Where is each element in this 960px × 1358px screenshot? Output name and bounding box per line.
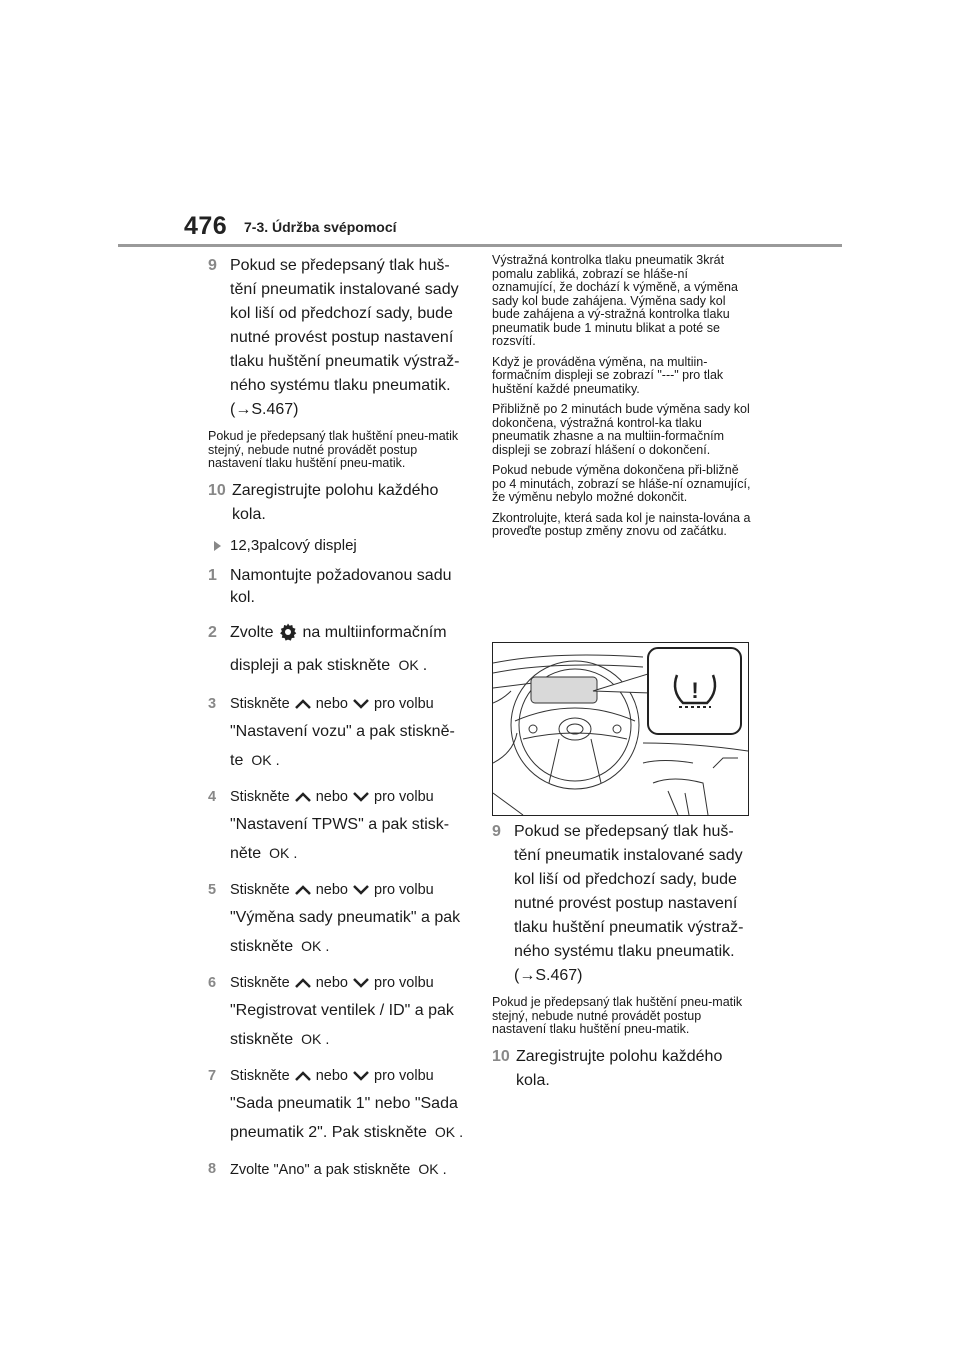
right-step-10: 10 Zaregistrujte polohu každého kola. xyxy=(492,1047,723,1089)
paragraph-5: Zkontrolujte, která sada kol je nainsta-lována a proveďte postup změny znovu od začátku. xyxy=(492,510,751,538)
triangle-bullet-icon xyxy=(214,541,221,551)
substep-8: 8 Zvolte "Ano" a pak stiskněte OK . xyxy=(208,1160,447,1178)
substep-3: 3 Stiskněte nebo pro volbu "Nastavení vozu" a pak stiskně- te OK . xyxy=(208,695,455,769)
substep-5: 5 Stiskněte nebo pro volbu "Výměna sady pneumatik" a pak stiskněte OK . xyxy=(208,881,461,955)
paragraph-2: Když je prováděna výměna, na multiin-formačním displeji se zobrazí "---" pro tlak huštění každé pneumatiky. xyxy=(492,354,724,396)
paragraph-1: Výstražná kontrolka tlaku pneumatik 3krát pomalu zabliká, zobrazí se hláše-ní oznamující, že dochází k výměně, a výměna sady kol bude zahájena. Výměna sady kol bude zahájena a vý-stražná kontrolka tlaku pneumatik bude 1 minutu blikat a poté se rozsvítí. xyxy=(492,253,738,348)
section-title: 7-3. Údržba svépomocí xyxy=(244,219,397,235)
header-rule xyxy=(118,244,842,247)
chevron-up-icon xyxy=(294,977,312,989)
substep-6: 6 Stiskněte nebo pro volbu "Registrovat ventilek / ID" a pak stiskněte OK . xyxy=(208,974,454,1048)
right-step-9: 9 Pokud se předepsaný tlak huš-tění pneumatik instalované sady kol liší od předchozí sady, bude nutné provést postup nastavení tlaku huštění pneumatik výstraž-ného systému tlaku pneumatik. (→S.467) xyxy=(492,823,744,984)
note-9: Pokud je předepsaný tlak huštění pneu-matik stejný, nebude nutné provádět postup nastavení tlaku huštění pneu-matik. xyxy=(208,429,459,470)
paragraph-3: Přibližně po 2 minutách bude výměna sady kol dokončena, výstražná kontrol-ka tlaku pneumatik zhasne a na multiin-formačním displeji se zobrazí hlášení o dokončení. xyxy=(492,402,750,457)
chevron-up-icon xyxy=(294,698,312,710)
chevron-up-icon xyxy=(294,791,312,803)
chevron-down-icon xyxy=(352,1070,370,1082)
right-column xyxy=(492,254,754,546)
gear-icon xyxy=(278,622,298,642)
chevron-down-icon xyxy=(352,791,370,803)
chevron-up-icon xyxy=(294,1070,312,1082)
dashboard-drawing xyxy=(493,643,748,815)
chevron-down-icon xyxy=(352,884,370,896)
paragraph-4: Pokud nebude výměna dokončena při-bližně po 4 minutách, zobrazí se hláše-ní oznamující, že výměnu nebylo možné dokončit. xyxy=(492,463,751,504)
page-number: 476 xyxy=(184,212,228,240)
step-10: 10 Zaregistrujte polohu každého kola. xyxy=(208,481,439,523)
dashboard-illustration xyxy=(492,642,749,816)
chevron-up-icon xyxy=(294,884,312,896)
subheading-display: 12,3palcový displej xyxy=(208,535,470,557)
substep-4: 4 Stiskněte nebo pro volbu "Nastavení TPWS" a pak stisk- něte OK . xyxy=(208,788,450,862)
step-9: 9 Pokud se předepsaný tlak huš-tění pneumatik instalované sady kol liší od předchozí sady, bude nutné provést postup nastavení tlaku huštění pneumatik výstraž-ného systému tlaku pneumatik. (→S.467) xyxy=(208,257,460,418)
chevron-down-icon xyxy=(352,977,370,989)
substep-7: 7 Stiskněte nebo pro volbu "Sada pneumatik 1" nebo "Sada pneumatik 2". Pak stiskněte OK . xyxy=(208,1067,464,1141)
chevron-down-icon xyxy=(352,698,370,710)
left-column xyxy=(208,254,470,1192)
right-note-9: Pokud je předepsaný tlak huštění pneu-matik stejný, nebude nutné provádět postup nastavení tlaku huštění pneu-matik. xyxy=(492,995,743,1036)
right-column-bottom xyxy=(492,820,754,1101)
substep-2: 2 Zvolte na multiinformačním displeji a pak stiskněte OK . xyxy=(208,623,447,674)
substep-1: 1 Namontujte požadovanou sadu kol. xyxy=(208,566,452,606)
tire-pressure-warning-icon: ! xyxy=(691,678,699,703)
